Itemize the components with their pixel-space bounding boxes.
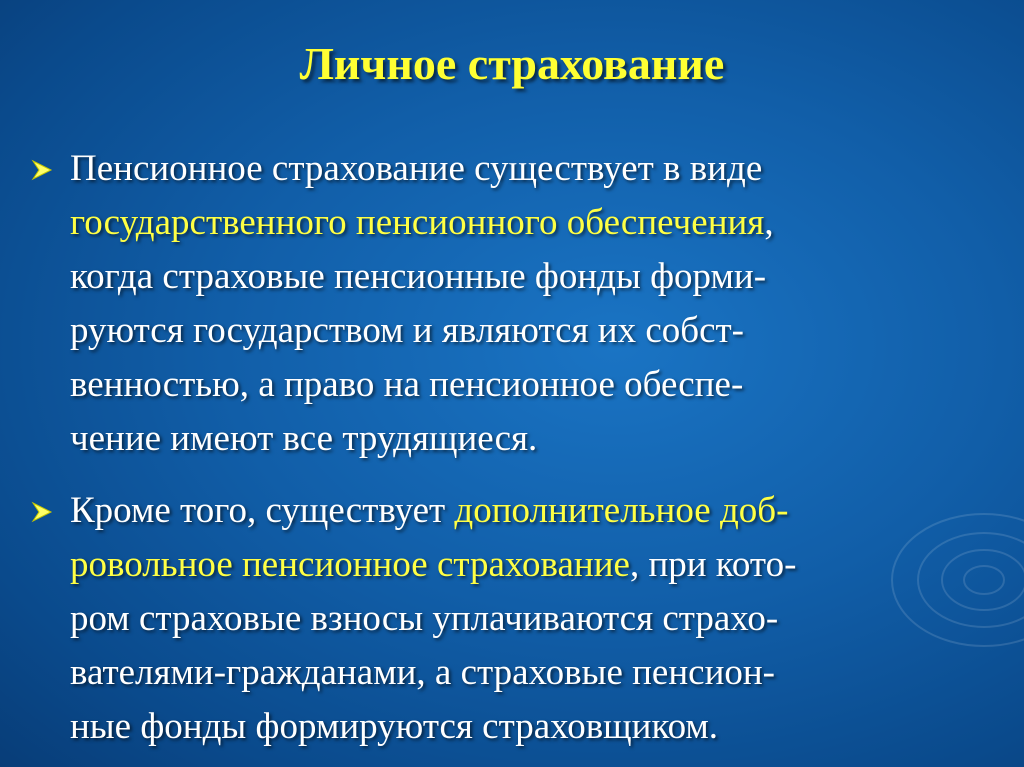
slide-title: Личное страхование [299,38,725,89]
body-text: , [764,202,774,243]
body-text: венностью, а право на пенсионное обеспе- [70,364,744,405]
body-text: вателями-гражданами, а страховые пенсион- [70,652,776,693]
highlighted-text: дополнительное доб- [454,490,789,531]
body-text: Пенсионное страхование существует в виде [70,148,763,189]
bullet-item [30,142,990,466]
body-text: ные фонды формируются страховщиком. [70,706,719,747]
chevron-right-arrow-icon [30,157,56,183]
text-line [30,700,990,754]
chevron-right-arrow-icon [30,499,56,525]
text-line [30,592,990,646]
text-line [30,412,990,466]
text-line [30,304,990,358]
bullet-text [30,142,990,466]
body-text: , при кото- [629,544,797,585]
highlighted-text: ровольное пенсионное страхование [70,544,630,585]
body-text: Кроме того, существует [70,490,455,531]
body-text: руются государством и являются их собст- [70,310,744,351]
text-line [30,196,990,250]
text-line [30,358,990,412]
text-line [30,646,990,700]
text-line [30,142,990,196]
body-text: когда страховые пенсионные фонды форми- [70,256,767,297]
bullet-item [30,484,990,754]
body-text: чение имеют все трудящиеся. [70,418,538,459]
text-line [30,484,990,538]
text-line [30,250,990,304]
body-text: ром страховые взносы уплачиваются страхо- [70,598,779,639]
highlighted-text: государственного пенсионного обеспечения [70,202,765,243]
bullet-text [30,484,990,754]
text-line [30,538,990,592]
